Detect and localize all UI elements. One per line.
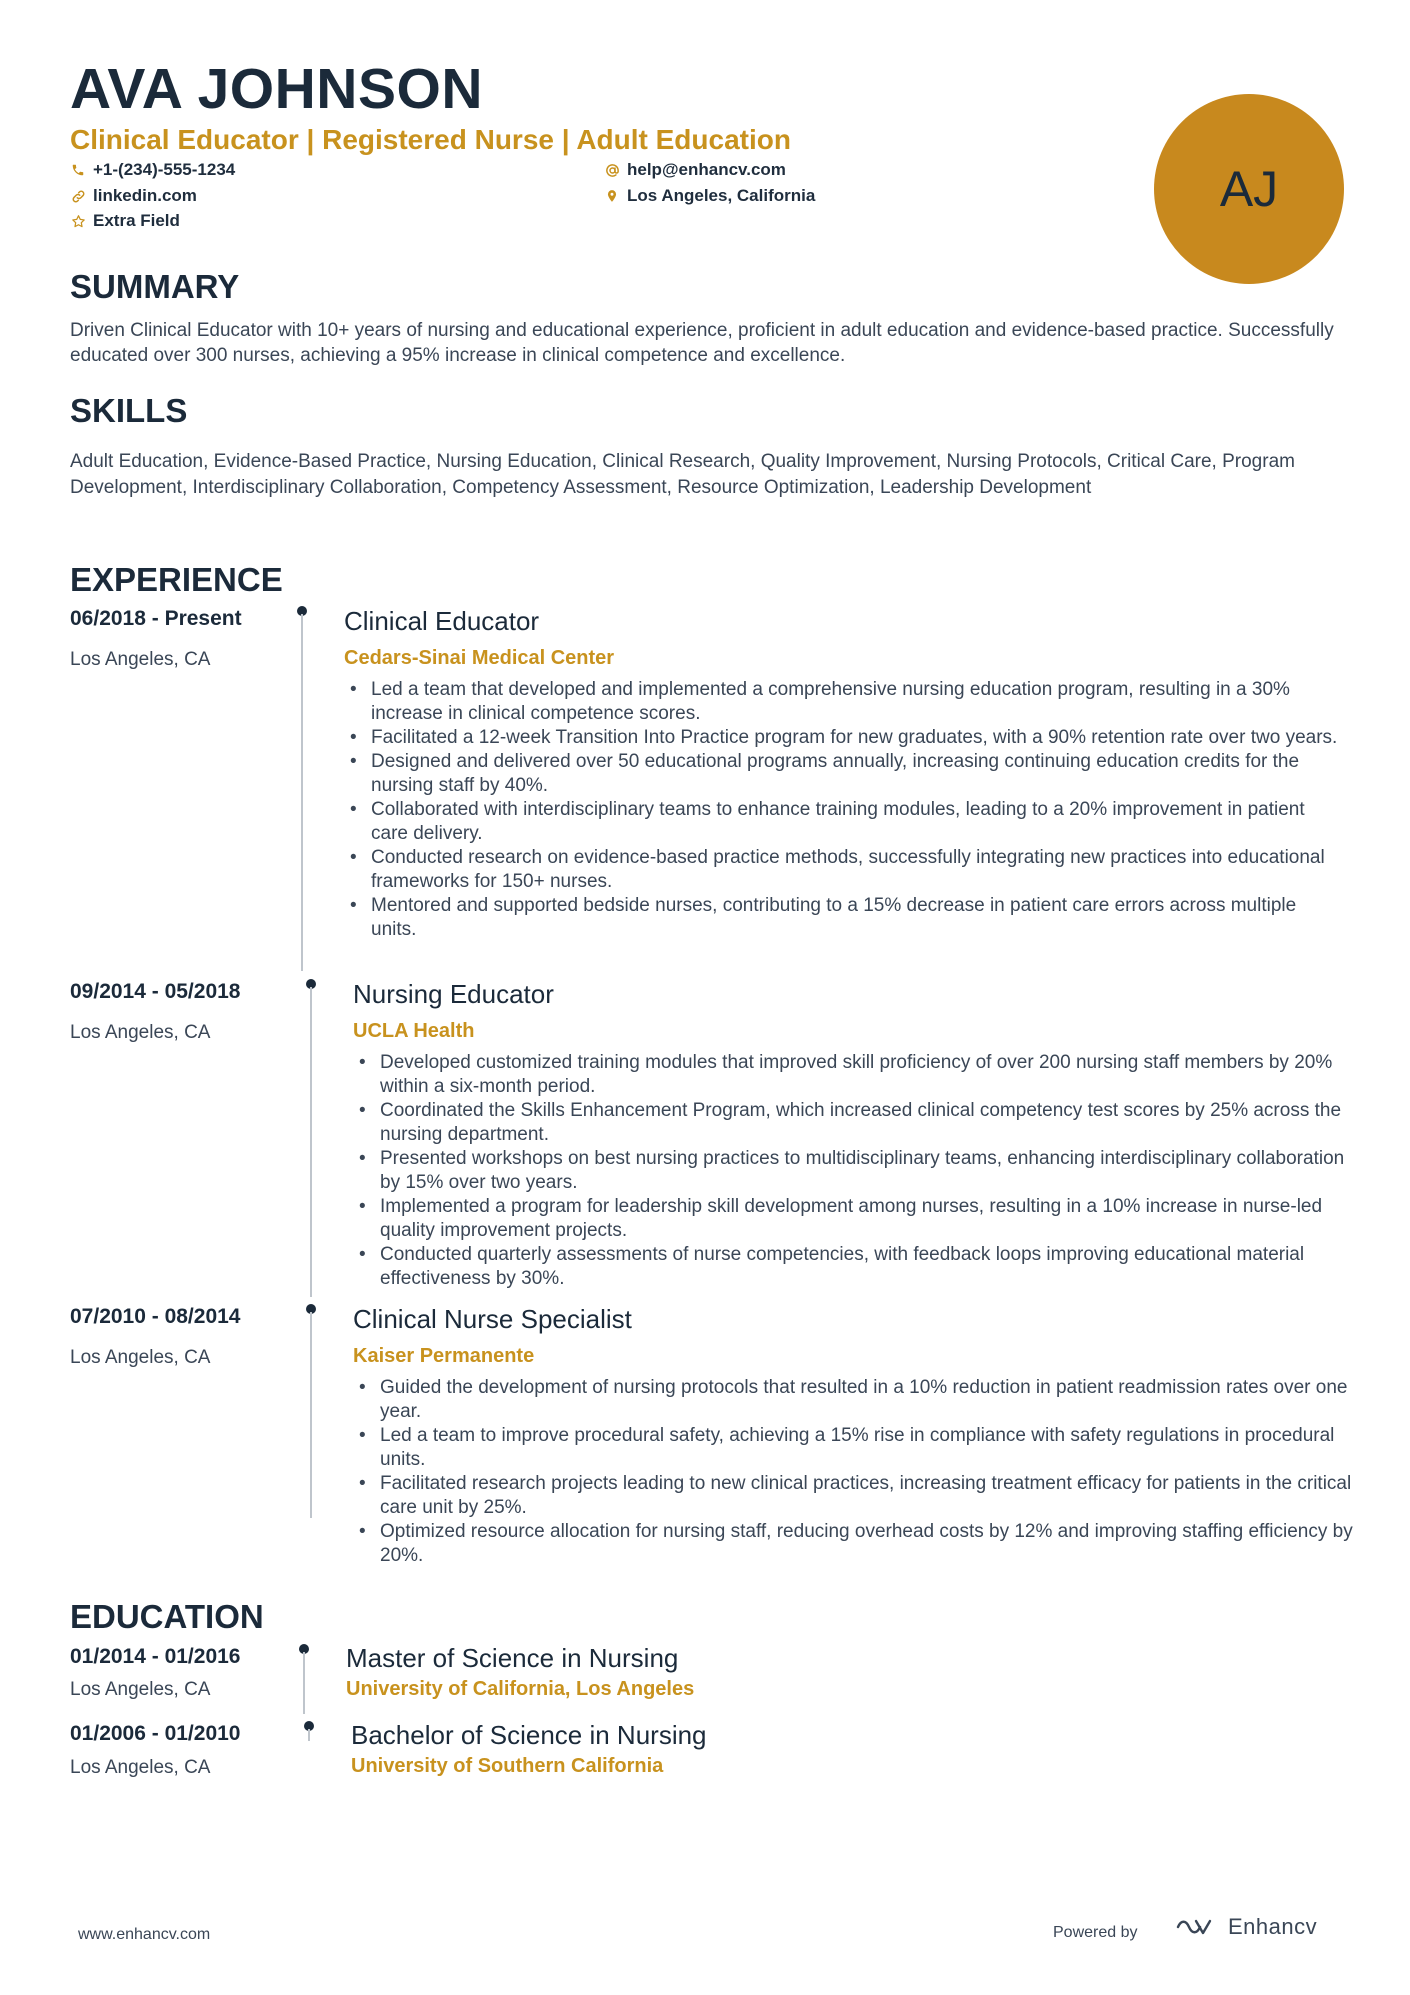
list-item: • Conducted quarterly assessments of nurse competencies, with feedback loops improving educational material effectiveness by 30%. (353, 1243, 1353, 1291)
list-item: • Facilitated a 12-week Transition Into Practice program for new graduates, with a 90% retention rate over two years. (344, 726, 1344, 750)
edu-dates: 01/2006 - 01/2010 (70, 1722, 241, 1745)
school: University of California, Los Angeles (346, 1678, 695, 1700)
enhancv-logo-icon (1174, 1915, 1220, 1939)
email-text[interactable]: help@enhancv.com (627, 160, 786, 179)
phone-icon (70, 162, 86, 178)
list-item: • Coordinated the Skills Enhancement Program, which increased clinical competency test scores by 25% across the nursing department. (353, 1099, 1353, 1147)
contact-email[interactable] (604, 160, 786, 180)
skills-title: SKILLS (70, 392, 188, 429)
enhancv-brand[interactable] (1174, 1914, 1317, 1940)
job-dates: 09/2014 - 05/2018 (70, 980, 241, 1003)
school: University of Southern California (351, 1755, 664, 1777)
brand-text: Enhancv (1228, 1914, 1318, 1939)
job-title: Nursing Educator (353, 979, 554, 1009)
job-location: Los Angeles, CA (70, 1347, 211, 1368)
edu-location: Los Angeles, CA (70, 1679, 211, 1700)
edu-location: Los Angeles, CA (70, 1757, 211, 1778)
contact-linkedin[interactable] (70, 186, 197, 206)
at-icon (604, 162, 620, 178)
summary-text: Driven Clinical Educator with 10+ years of nursing and educational experience, proficient in adult education and evidence-based practice. Successfully educated over 300 nurses, achieving a 95% increase in clinical competence and excellence. (70, 320, 1334, 366)
job-company: Cedars-Sinai Medical Center (344, 647, 615, 669)
list-item: • Led a team that developed and implemented a comprehensive nursing education program, resulting in a 30% increase in clinical competence scores. (344, 678, 1344, 726)
contact-extra (70, 211, 180, 231)
job-bullets (353, 1051, 1353, 1291)
star-icon (70, 213, 86, 229)
linkedin-text[interactable]: linkedin.com (93, 186, 197, 205)
timeline-line (310, 987, 312, 1297)
job-company: Kaiser Permanente (353, 1345, 535, 1367)
list-item: • Facilitated research projects leading to new clinical practices, increasing treatment efficacy for patients in the critical care unit by 25%. (353, 1472, 1353, 1520)
avatar: AJ (1154, 94, 1344, 284)
timeline-line (308, 1729, 310, 1741)
job-title: Clinical Nurse Specialist (353, 1304, 632, 1334)
phone-text: +1-(234)-555-1234 (93, 160, 236, 179)
education-title: EDUCATION (70, 1598, 264, 1635)
powered-by-label: Powered by (1053, 1924, 1138, 1941)
job-bullets (353, 1376, 1353, 1568)
contact-phone (70, 160, 235, 180)
job-title: Clinical Educator (344, 606, 540, 636)
link-icon (70, 188, 86, 204)
list-item: • Collaborated with interdisciplinary teams to enhance training modules, leading to a 20% improvement in patient care delivery. (344, 798, 1344, 846)
degree: Master of Science in Nursing (346, 1643, 679, 1673)
edu-dates: 01/2014 - 01/2016 (70, 1645, 241, 1668)
list-item: • Presented workshops on best nursing practices to multidisciplinary teams, enhancing interdisciplinary collaboration by 15% over two years. (353, 1147, 1353, 1195)
experience-title: EXPERIENCE (70, 561, 283, 598)
job-company: UCLA Health (353, 1020, 475, 1042)
list-item: • Mentored and supported bedside nurses, contributing to a 15% decrease in patient care errors across multiple units. (344, 894, 1344, 942)
contact-location (604, 186, 815, 206)
job-bullets (344, 678, 1344, 942)
list-item: • Optimized resource allocation for nursing staff, reducing overhead costs by 12% and improving staffing efficiency by 20%. (353, 1520, 1353, 1568)
headline: Clinical Educator | Registered Nurse | Adult Education (70, 124, 791, 155)
degree: Bachelor of Science in Nursing (351, 1720, 707, 1750)
list-item: • Designed and delivered over 50 educational programs annually, increasing continuing education credits for the nursing staff by 40%. (344, 750, 1344, 798)
candidate-name: AVA JOHNSON (70, 57, 483, 121)
job-location: Los Angeles, CA (70, 649, 211, 670)
list-item: • Implemented a program for leadership skill development among nurses, resulting in a 10% increase in nurse-led quality improvement projects. (353, 1195, 1353, 1243)
timeline-line (301, 614, 303, 971)
list-item: • Developed customized training modules that improved skill proficiency of over 200 nursing staff members by 20% within a six-month period. (353, 1051, 1353, 1099)
list-item: • Guided the development of nursing protocols that resulted in a 10% reduction in patient readmission rates over one year. (353, 1376, 1353, 1424)
skills-text: Adult Education, Evidence-Based Practice, Nursing Education, Clinical Research, Quality Improvement, Nursing Protocols, Critical Care, Program Development, Interdisciplinary Collaboration, Competency Assessment, Resource Optimization, Leadership Development (70, 451, 1295, 498)
summary-title: SUMMARY (70, 268, 240, 305)
job-dates: 07/2010 - 08/2014 (70, 1305, 241, 1328)
list-item: • Led a team to improve procedural safety, achieving a 15% rise in compliance with safety regulations in procedural units. (353, 1424, 1353, 1472)
timeline-line (310, 1312, 312, 1518)
location-pin-icon (604, 188, 620, 204)
list-item: • Conducted research on evidence-based practice methods, successfully integrating new practices into educational frameworks for 150+ nurses. (344, 846, 1344, 894)
timeline-line (303, 1652, 305, 1714)
job-dates: 06/2018 - Present (70, 607, 242, 630)
footer-site-link[interactable]: www.enhancv.com (78, 1926, 211, 1943)
extra-text: Extra Field (93, 211, 180, 230)
job-location: Los Angeles, CA (70, 1022, 211, 1043)
location-text: Los Angeles, California (627, 186, 816, 205)
